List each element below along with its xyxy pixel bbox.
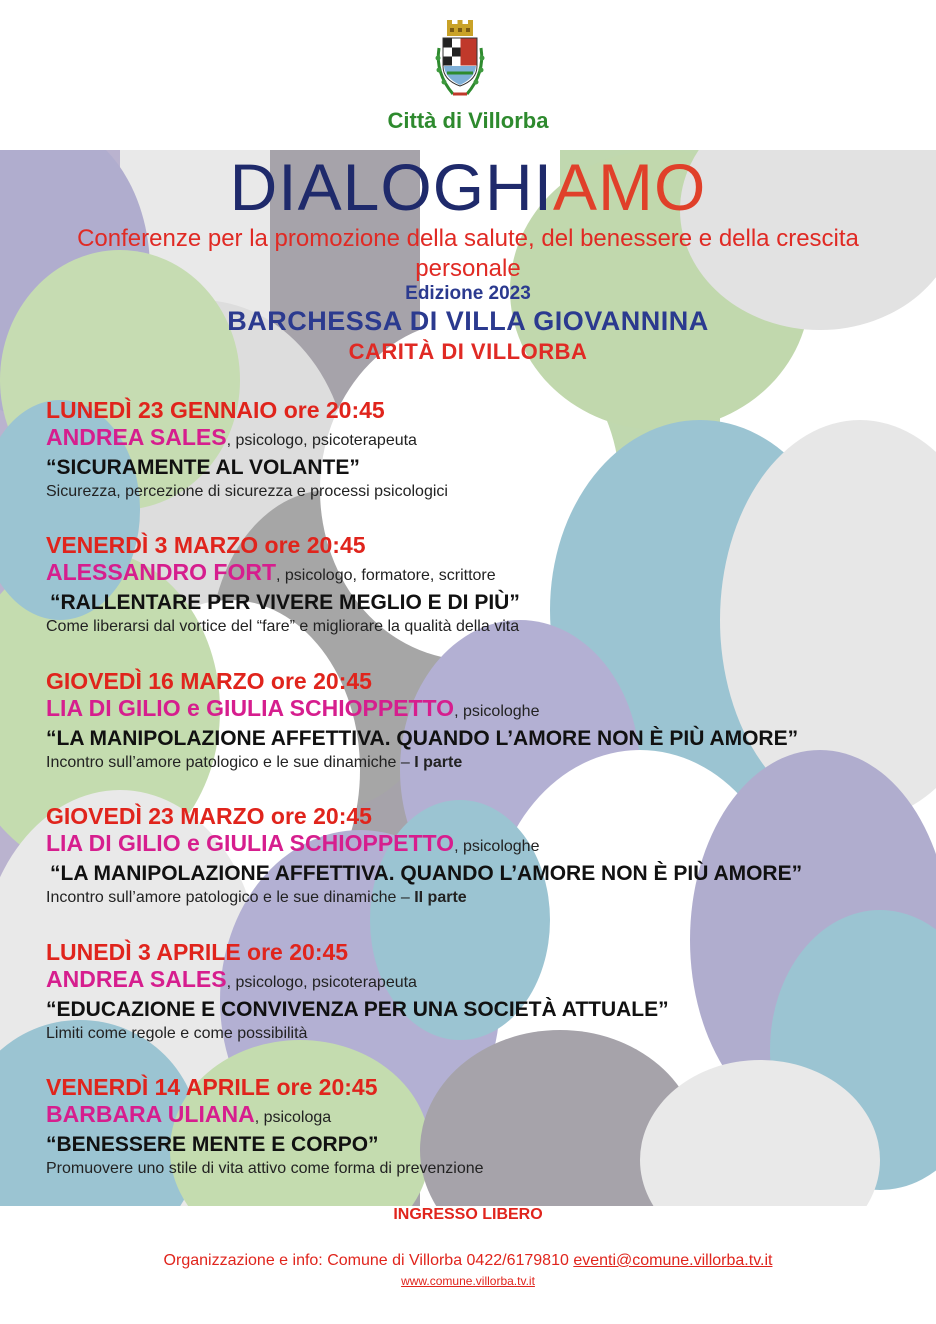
- event-speaker-line: [46, 830, 886, 860]
- event-speaker-line: [46, 695, 886, 725]
- event-speaker-role: , psicologa: [254, 1108, 332, 1126]
- event-date: VENERDÌ 3 MARZO ore 20:45: [46, 532, 366, 559]
- event-date: VENERDÌ 14 APRILE ore 20:45: [46, 1073, 378, 1100]
- event-description: [46, 481, 886, 503]
- event-description-text: Sicurezza, percezione di sicurezza e processi psicologici: [46, 483, 448, 500]
- event-speaker-role: , psicologo, formatore, scrittore: [276, 567, 496, 585]
- venue-name: BARCHESSA DI VILLA GIOVANNINA: [227, 306, 709, 336]
- edition-label: Edizione 2023: [405, 283, 531, 304]
- event-speaker-line: [46, 424, 886, 454]
- free-entry-label: INGRESSO LIBERO: [393, 1206, 543, 1223]
- event-description: [46, 752, 886, 774]
- venue-place: CARITÀ DI VILLORBA: [348, 339, 588, 364]
- event-topic: “RALLENTARE PER VIVERE MEGLIO E DI PIÙ”: [50, 591, 520, 615]
- event-topic: “LA MANIPOLAZIONE AFFETTIVA. QUANDO L’AMORE NON È PIÙ AMORE”: [46, 726, 799, 750]
- organization-info: [0, 1252, 936, 1270]
- event-speaker: LIA DI GILIO e GIULIA SCHIOPPETTO: [46, 830, 455, 857]
- event-item: [46, 531, 886, 666]
- event-description-text: Promuovere uno stile di vita attivo come forma di prevenzione: [46, 1159, 484, 1177]
- event-speaker-role: , psicologhe: [454, 838, 540, 856]
- event-description-text: Limiti come regole e come possibilità: [46, 1024, 308, 1042]
- villorba-coat-of-arms-icon: [433, 18, 487, 106]
- event-topic: “LA MANIPOLAZIONE AFFETTIVA. QUANDO L’AMORE NON È PIÙ AMORE”: [50, 862, 803, 886]
- event-description-text: Incontro sull’amore patologico e le sue dinamiche –: [46, 753, 415, 771]
- event-description: [46, 1158, 886, 1180]
- event-speaker-line: [46, 559, 886, 589]
- subtitle: Conferenze per la promozione della salute, del benessere e della crescita personale: [77, 225, 859, 282]
- city-name: Città di Villorba: [387, 108, 549, 133]
- event-topic: “EDUCAZIONE E CONVIVENZA PER UNA SOCIETÀ ATTUALE”: [46, 997, 669, 1021]
- event-topic: “BENESSERE MENTE E CORPO”: [46, 1132, 379, 1156]
- event-item: [46, 396, 886, 531]
- event-part: I parte: [414, 753, 463, 771]
- event-speaker-role: , psicologo, psicoterapeuta: [226, 973, 417, 991]
- event-topic: “SICURAMENTE AL VOLANTE”: [46, 456, 360, 479]
- events-list: [46, 396, 886, 1208]
- event-item: [46, 802, 886, 937]
- event-speaker: ANDREA SALES: [46, 424, 227, 450]
- website-link[interactable]: www.comune.villorba.tv.it: [401, 1274, 535, 1288]
- event-description: [46, 616, 886, 638]
- event-description: [46, 887, 886, 909]
- event-date: LUNEDÌ 3 APRILE ore 20:45: [46, 938, 349, 965]
- event-date: GIOVEDÌ 16 MARZO ore 20:45: [46, 667, 372, 694]
- event-description-text: Incontro sull’amore patologico e le sue dinamiche –: [46, 889, 415, 907]
- event-speaker-line: [46, 966, 886, 996]
- poster-header: [0, 150, 936, 366]
- event-description: [46, 1023, 886, 1045]
- email-link[interactable]: eventi@comune.villorba.tv.it: [573, 1252, 773, 1269]
- main-title-part2: AMO: [553, 150, 707, 224]
- event-speaker-role: , psicologhe: [454, 702, 540, 720]
- main-title-part1: DIALOGHI: [229, 150, 554, 224]
- event-description-text: Come liberarsi dal vortice del “fare” e migliorare la qualità della vita: [46, 618, 520, 636]
- event-speaker-line: [46, 1101, 886, 1131]
- event-speaker: ALESSANDRO FORT: [46, 559, 276, 586]
- event-part: II parte: [414, 889, 467, 907]
- event-date: LUNEDÌ 23 GENNAIO ore 20:45: [46, 397, 385, 423]
- event-speaker: LIA DI GILIO e GIULIA SCHIOPPETTO: [46, 694, 455, 721]
- event-item: [46, 938, 886, 1073]
- event-speaker-role: , psicologo, psicoterapeuta: [226, 432, 417, 449]
- event-speaker: ANDREA SALES: [46, 965, 227, 992]
- event-speaker: BARBARA ULIANA: [46, 1100, 255, 1127]
- event-item: [46, 1073, 886, 1208]
- organization-text: Organizzazione e info: Comune di Villorba 0422/6179810: [163, 1252, 574, 1269]
- event-date: GIOVEDÌ 23 MARZO ore 20:45: [46, 803, 372, 830]
- event-item: [46, 667, 886, 802]
- main-title: [0, 150, 936, 224]
